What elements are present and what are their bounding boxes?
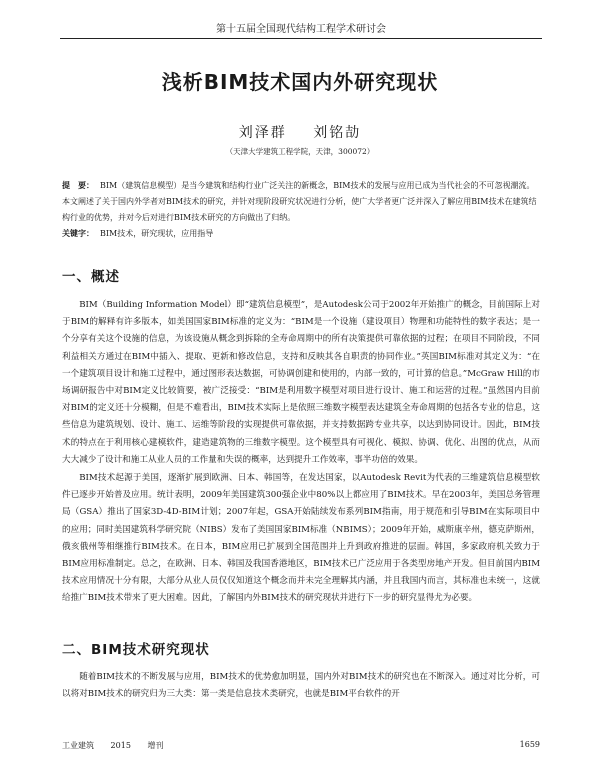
paper-title: 浅析BIM技术国内外研究现状 <box>161 70 439 94</box>
keywords <box>62 228 540 239</box>
body-paragraph: BIM（Building Information Model）即“建筑信息模型”，是Autodesk公司于2002年开始推广的概念，目前国际上对于BIM的解释有许多版本，如美国国家BIM标准的定义为：“BIM是一个设施（建设项目）物理和功能特性的数字表达；是一个分享有关这个设施的信息，为该设施从概念到拆除的全寿命周期中的所有决策提供可靠依据的过程；在项目不同阶段，不同利益相关方通过在BIM中插入、提取、更新和修改信息，支持和反映其各自职责的协同作业。”英国BIM标准对其定义为：“在一个建筑项目设计和施工过程中，通过图形表达数据，可协调创建和使用的，内部一致的，可计算的信息。”McGraw Hill的市场调研报告中对BIM定义比较简要，被广泛接受：“BIM是利用数字模型对项目进行设计、施工和运营的过程。”虽然国内目前对BIM的定义还十分模糊，但是不难看出，BIM技术实际上是依照三维数字模型表达建筑全寿命周期的包括各专业的信息，这些信息为建筑规划、设计、施工、运维等阶段的实现提供可靠依据，并支持数据跨专业共享，以达到协同设计。因此，BIM技术的特点在于利用核心建模软件，建造建筑物的三维数字模型。这个模型具有可视化、模拟、协调、优化、出图的优点，从而大大减少了设计和施工从业人员的工作量和失误的概率，达到提升工作效率，事半功倍的效果。 <box>62 300 540 465</box>
abstract-label: 提 要： <box>62 180 94 190</box>
section-heading-overview: 一、概述 <box>62 269 120 285</box>
keywords-text: BIM技术，研究现状，应用指导 <box>100 229 214 238</box>
section-heading-research-status: 二、BIM技术研究现状 <box>62 642 210 658</box>
page-number: 1659 <box>519 740 540 749</box>
page-footer <box>62 740 540 751</box>
running-head: 第十五届全国现代结构工程学术研讨会 <box>60 20 542 39</box>
affiliation: （天津大学建筑工程学院，天津，300072） <box>225 147 375 156</box>
author-name: 刘铭劼 <box>313 125 362 141</box>
footer-year: 2015 <box>110 741 131 750</box>
abstract-text: BIM（建筑信息模型）是当今建筑和结构行业广泛关注的新概念，BIM技术的发展与应用已成为当代社会的不可忽视潮流。本文阐述了关于国内外学者对BIM技术的研究，并针对现阶段研究状况进行分析，使广大学者更广泛并深入了解应用BIM技术在建筑结构行业的优势，并对今后对进行BIM技术研究的方向做出了归纳。 <box>62 181 537 222</box>
footer-journal: 工业建筑 <box>62 741 94 750</box>
author-name: 刘泽群 <box>238 125 287 141</box>
keywords-label: 关键字： <box>62 228 94 238</box>
authors <box>0 122 600 142</box>
abstract <box>62 177 540 226</box>
footer-issue: 增刊 <box>147 741 164 750</box>
footer-journal-info <box>62 740 177 751</box>
body-paragraph: 随着BIM技术的不断发展与应用，BIM技术的优势愈加明显，国内外对BIM技术的研究也在不断深入。通过对比分析，可以将对BIM技术的研究归为三大类：第一类是信息技术类研究，也就是BIM平台软件的开 <box>62 672 540 700</box>
body-paragraph: BIM技术起源于美国，逐渐扩展到欧洲、日本、韩国等，在发达国家，以Autodesk Revit为代表的三维建筑信息模型软件已逐步开始普及应用。统计表明，2009年美国建筑300强企业中80%以上都应用了BIM技术。早在2003年，美国总务管理局（GSA）推出了国家3D-4D-BIM计划；2007年起，GSA开始陆续发布系列BIM指南，用于规范和引导BIM在实际项目中的应用；同时美国建筑科学研究院（NIBS）发布了美国国家BIM标准（NBIMS）；2009年开始，威斯康辛州，德克萨斯州，俄亥俄州等相继推行BIM技术。在日本，BIM应用已扩展到全国范围并上升到政府推进的层面。韩国，多家政府机关致力于BIM应用标准制定。总之，在欧洲、日本、韩国及我国香港地区，BIM技术已广泛应用于各类型房地产开发。但目前国内BIM技术应用情况十分有限，大部分从业人员仅仅知道这个概念而并未完全理解其内涵，并且我国内而言，其标准也未统一，这就给推广BIM技术带来了更大困难。因此，了解国内外BIM技术的研究现状并进行下一步的研究显得尤为必要。 <box>62 473 540 604</box>
